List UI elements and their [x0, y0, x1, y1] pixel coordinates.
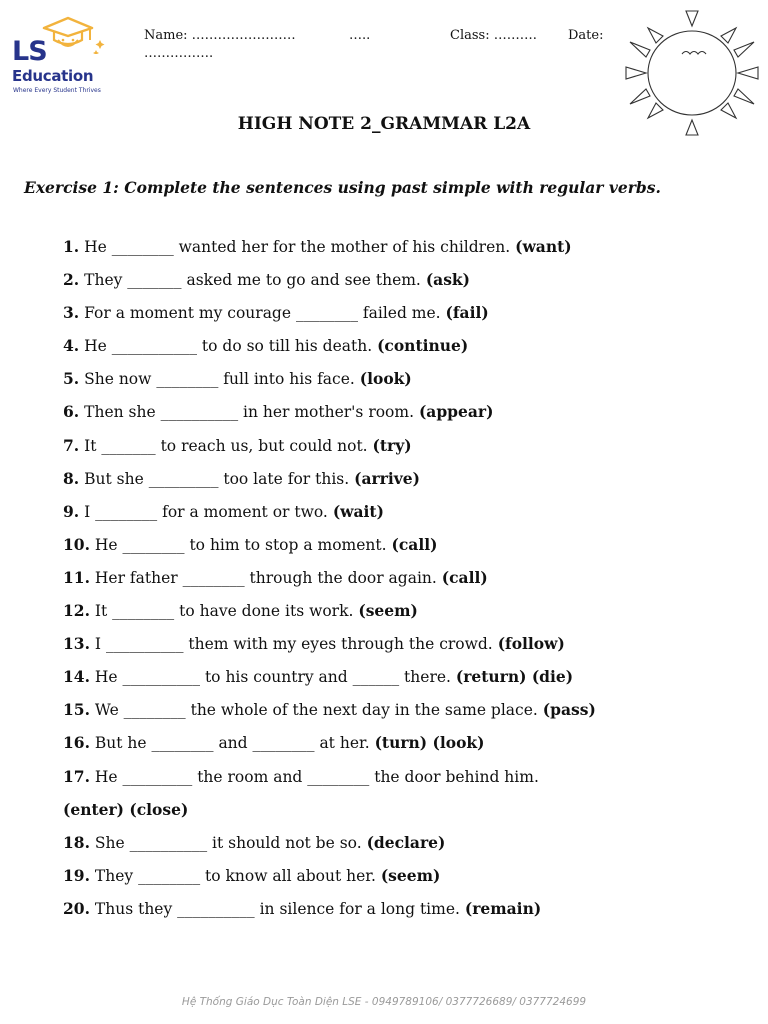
item-number: 7. — [63, 435, 80, 455]
item-sentence: But he ________ and ________ at her. — [94, 734, 370, 753]
item-number: 4. — [63, 336, 80, 356]
item-verb-hint: (try) — [372, 435, 412, 455]
item-verb-hint: (continue) — [377, 336, 469, 356]
exercise-item — [63, 434, 596, 467]
item-number: 18. — [63, 832, 90, 852]
item-verb-hint: (remain) — [464, 898, 542, 918]
item-sentence: She __________ it should not be so. — [94, 833, 362, 852]
item-number: 20. — [63, 898, 90, 918]
item-sentence: He _________ the room and ________ the door behind him. — [94, 767, 539, 786]
item-number: 5. — [63, 369, 80, 389]
item-sentence: For a moment my courage ________ failed me. — [84, 304, 441, 323]
item-verb-hint: (look) — [359, 369, 412, 389]
date-dots: ……………. — [144, 46, 214, 61]
exercise-item — [63, 599, 596, 632]
exercise-items-list — [63, 235, 596, 930]
exercise-item — [63, 831, 596, 864]
item-sentence: I ________ for a moment or two. — [84, 502, 328, 521]
item-verb-hint: (fail) — [445, 303, 489, 323]
item-verb-hint: (turn) (look) — [374, 733, 485, 753]
exercise-item — [63, 367, 596, 400]
item-sentence: They ________ to know all about her. — [94, 866, 376, 885]
item-verb-hint: (pass) — [542, 700, 596, 720]
item-number: 15. — [63, 700, 90, 720]
item-sentence: He __________ to his country and ______ there. — [94, 668, 451, 687]
item-verb-hint: (declare) — [366, 832, 446, 852]
item-sentence: I __________ them with my eyes through the crowd. — [94, 635, 493, 654]
exercise-item — [63, 533, 596, 566]
item-verb-hint: (appear) — [418, 402, 494, 422]
item-sentence: But she _________ too late for this. — [84, 469, 350, 488]
item-sentence: Then she __________ in her mother's room. — [84, 403, 415, 422]
item-number: 1. — [63, 237, 80, 256]
item-sentence: She now ________ full into his face. — [84, 370, 355, 389]
item-sentence: It _______ to reach us, but could not. — [84, 436, 368, 455]
exercise-heading: Exercise 1: Complete the sentences using past simple with regular verbs. — [24, 178, 661, 197]
exercise-item — [63, 400, 596, 433]
name-dots: ….. — [349, 28, 371, 43]
footer-contact: Hệ Thống Giáo Dục Toàn Diện LSE - 0949789106/ 0377726689/ 0377724699 — [181, 996, 587, 1008]
item-verb-hint: (arrive) — [354, 468, 420, 488]
item-verb-hint: (return) (die) — [455, 667, 574, 687]
item-sentence: Thus they __________ in silence for a long time. — [94, 899, 460, 918]
ls-education-logo — [8, 14, 108, 98]
item-number: 13. — [63, 634, 90, 654]
worksheet-title: HIGH NOTE 2_GRAMMAR L2A — [237, 114, 531, 134]
item-number: 6. — [63, 402, 80, 422]
name-field: Name: …………………… — [144, 28, 296, 43]
item-number: 8. — [63, 468, 80, 488]
item-verb-hint: (enter) (close) — [63, 799, 189, 819]
item-sentence: It ________ to have done its work. — [94, 602, 354, 621]
exercise-item — [63, 566, 596, 599]
exercise-item — [63, 268, 596, 301]
item-number: 16. — [63, 733, 90, 753]
item-sentence: He ___________ to do so till his death. — [84, 337, 373, 356]
item-verb-hint: (call) — [441, 567, 488, 587]
item-verb-hint: (want) — [515, 237, 572, 256]
item-number: 12. — [63, 601, 90, 621]
item-number: 3. — [63, 303, 80, 323]
exercise-item — [63, 731, 596, 764]
item-sentence: Her father ________ through the door again. — [94, 568, 437, 587]
item-verb-hint: (call) — [391, 534, 438, 554]
item-number: 10. — [63, 534, 90, 554]
exercise-item — [63, 897, 596, 930]
exercise-item — [63, 500, 596, 533]
item-sentence: They _______ asked me to go and see them. — [84, 271, 421, 290]
item-number: 17. — [63, 766, 90, 786]
exercise-item — [63, 467, 596, 500]
item-verb-hint: (follow) — [497, 634, 565, 654]
logo-ls-text: LS — [12, 36, 47, 67]
item-sentence: He ________ wanted her for the mother of his children. — [84, 238, 511, 256]
exercise-item — [63, 235, 596, 268]
graduate-cap-icon — [38, 14, 108, 54]
exercise-item — [63, 665, 596, 698]
item-number: 11. — [63, 567, 90, 587]
class-field: Class: ………. — [450, 28, 537, 43]
exercise-item — [63, 334, 596, 367]
item-sentence: We ________ the whole of the next day in the same place. — [94, 701, 538, 720]
item-sentence: He ________ to him to stop a moment. — [94, 535, 387, 554]
exercise-item — [63, 698, 596, 731]
exercise-item — [63, 864, 596, 897]
item-number: 9. — [63, 501, 80, 521]
item-verb-hint: (seem) — [380, 865, 441, 885]
exercise-item — [63, 765, 596, 798]
item-verb-hint: (wait) — [332, 501, 384, 521]
date-field: Date: — [568, 28, 604, 43]
item-number: 2. — [63, 270, 80, 290]
logo-education-text: Education — [12, 67, 94, 85]
exercise-item — [63, 632, 596, 665]
logo-tagline: Where Every Student Thrives — [13, 87, 101, 94]
item-number: 14. — [63, 667, 90, 687]
exercise-item — [63, 301, 596, 334]
item-verb-hint: (seem) — [358, 601, 418, 621]
exercise-item — [63, 798, 596, 831]
item-number: 19. — [63, 865, 90, 885]
item-verb-hint: (ask) — [425, 270, 470, 290]
